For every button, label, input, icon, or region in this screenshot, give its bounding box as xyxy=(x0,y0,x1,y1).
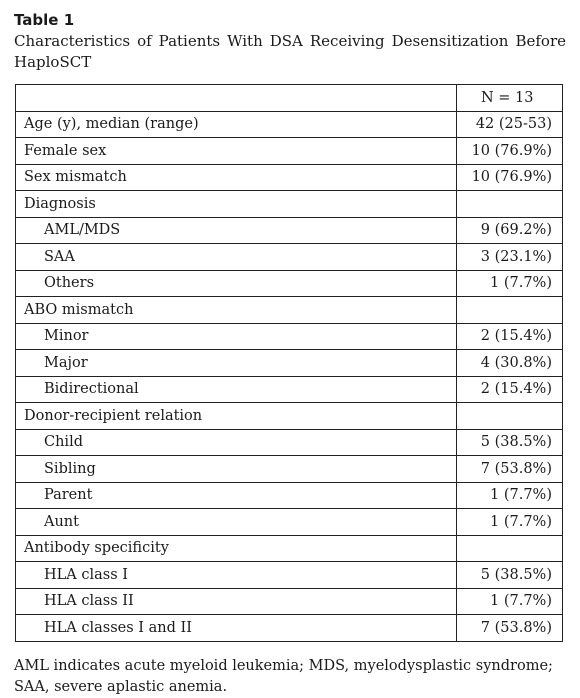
row-sublabel-cell: Sibling xyxy=(16,456,457,483)
row-value-cell: 7 (53.8%) xyxy=(456,456,563,483)
table-row xyxy=(16,323,563,350)
table-row xyxy=(16,297,563,324)
header-value-cell: N = 13 xyxy=(456,85,563,112)
table-row xyxy=(16,403,563,430)
row-sublabel-cell: HLA class II xyxy=(16,588,457,615)
row-sublabel-cell: Bidirectional xyxy=(16,376,457,403)
row-value-cell: 2 (15.4%) xyxy=(456,323,563,350)
table-row xyxy=(16,270,563,297)
row-label-cell: Antibody specificity xyxy=(16,535,457,562)
table-row xyxy=(16,535,563,562)
row-sublabel-cell: Minor xyxy=(16,323,457,350)
row-value-cell xyxy=(456,535,563,562)
table-row xyxy=(16,456,563,483)
table-row xyxy=(16,562,563,589)
table-body xyxy=(16,85,563,642)
row-value-cell: 1 (7.7%) xyxy=(456,482,563,509)
row-value-cell: 10 (76.9%) xyxy=(456,138,563,165)
row-value-cell: 2 (15.4%) xyxy=(456,376,563,403)
row-sublabel-cell: Others xyxy=(16,270,457,297)
document-page xyxy=(14,10,566,698)
row-sublabel-cell: Child xyxy=(16,429,457,456)
row-sublabel-cell: HLA class I xyxy=(16,562,457,589)
table-row xyxy=(16,111,563,138)
characteristics-table xyxy=(15,84,563,642)
table-row xyxy=(16,376,563,403)
table-caption: Characteristics of Patients With DSA Receiving Desensitization Before HaploSCT xyxy=(14,32,566,71)
row-label-cell: Age (y), median (range) xyxy=(16,111,457,138)
row-value-cell: 5 (38.5%) xyxy=(456,562,563,589)
row-value-cell: 10 (76.9%) xyxy=(456,164,563,191)
row-value-cell: 3 (23.1%) xyxy=(456,244,563,271)
row-sublabel-cell: HLA classes I and II xyxy=(16,615,457,642)
row-value-cell: 7 (53.8%) xyxy=(456,615,563,642)
table-row xyxy=(16,588,563,615)
table-row xyxy=(16,191,563,218)
row-sublabel-cell: SAA xyxy=(16,244,457,271)
table-row xyxy=(16,138,563,165)
table-row xyxy=(16,482,563,509)
row-value-cell: 5 (38.5%) xyxy=(456,429,563,456)
table-footnote: AML indicates acute myeloid leukemia; MDS, myelodysplastic syndrome; SAA, severe aplastic anemia. xyxy=(14,657,553,695)
row-value-cell: 42 (25-53) xyxy=(456,111,563,138)
table-row xyxy=(16,615,563,642)
row-label-cell: ABO mismatch xyxy=(16,297,457,324)
row-value-cell xyxy=(456,297,563,324)
row-sublabel-cell: AML/MDS xyxy=(16,217,457,244)
header-label-cell xyxy=(16,85,457,112)
row-sublabel-cell: Aunt xyxy=(16,509,457,536)
row-sublabel-cell: Parent xyxy=(16,482,457,509)
table-row xyxy=(16,509,563,536)
row-value-cell: 1 (7.7%) xyxy=(456,270,563,297)
row-value-cell: 9 (69.2%) xyxy=(456,217,563,244)
row-sublabel-cell: Major xyxy=(16,350,457,377)
table-label: Table 1 xyxy=(14,11,75,29)
row-value-cell: 1 (7.7%) xyxy=(456,509,563,536)
table-row xyxy=(16,164,563,191)
row-value-cell xyxy=(456,403,563,430)
row-label-cell: Female sex xyxy=(16,138,457,165)
table-row xyxy=(16,244,563,271)
table-row xyxy=(16,350,563,377)
row-value-cell xyxy=(456,191,563,218)
row-value-cell: 4 (30.8%) xyxy=(456,350,563,377)
row-label-cell: Sex mismatch xyxy=(16,164,457,191)
table-header-row xyxy=(16,85,563,112)
row-label-cell: Diagnosis xyxy=(16,191,457,218)
row-label-cell: Donor-recipient relation xyxy=(16,403,457,430)
table-row xyxy=(16,429,563,456)
table-row xyxy=(16,217,563,244)
row-value-cell: 1 (7.7%) xyxy=(456,588,563,615)
